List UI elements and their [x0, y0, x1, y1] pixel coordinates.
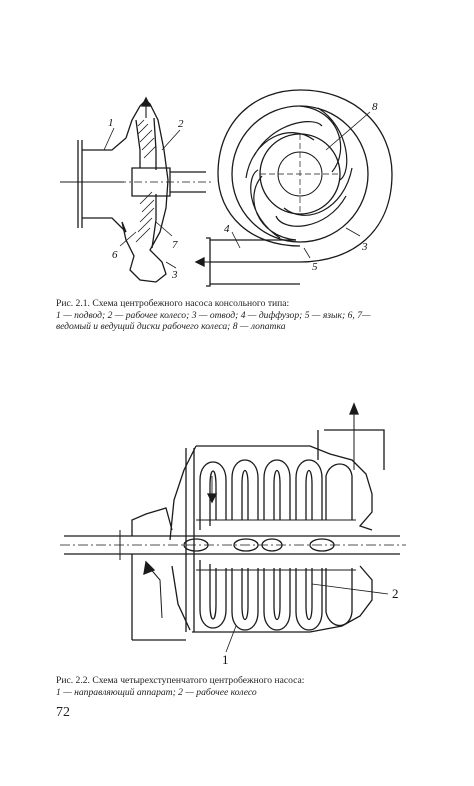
figure-2-2-caption-line-1: 1 — направляющий аппарат; 2 — рабочее колесо: [56, 686, 257, 698]
figure-2-2-caption: [56, 675, 428, 698]
inlet-section: [132, 508, 186, 640]
leader-2: [312, 584, 388, 594]
fig1-label-1: 1: [108, 117, 114, 129]
fig2-label-2: 2: [392, 586, 399, 601]
figure-2-1-caption-line-1: 1 — подвод; 2 — рабочее колесо; 3 — отвод; 4 — диффузор; 5 — язык; 6, 7—: [56, 309, 371, 321]
fig1-label-8: 8: [372, 101, 378, 113]
fig1-label-5: 5: [312, 261, 318, 273]
fig1-label-4: 4: [224, 223, 230, 235]
figure-2-1-caption-title: Рис. 2.1. Схема центробежного насоса консольного типа:: [56, 298, 290, 309]
fig1-label-3-left: 3: [172, 269, 178, 281]
leader-1: [226, 626, 236, 652]
fig1-label-6: 6: [112, 249, 118, 261]
fig2-label-1: 1: [222, 652, 229, 667]
figure-2-1-caption-line-2: ведомый и ведущий диски рабочего колеса; 8 — лопатка: [56, 321, 286, 332]
fig1-label-7: 7: [172, 239, 178, 251]
figure-2-2-caption-title: Рис. 2.2. Схема четырехступенчатого центробежного насоса:: [56, 675, 305, 686]
inlet-arrow: [148, 566, 162, 618]
outlet-pipe: [318, 430, 384, 470]
fig1-label-3-right: 3: [362, 241, 368, 253]
fig1-label-2: 2: [178, 118, 184, 130]
page-number: 72: [56, 705, 70, 720]
